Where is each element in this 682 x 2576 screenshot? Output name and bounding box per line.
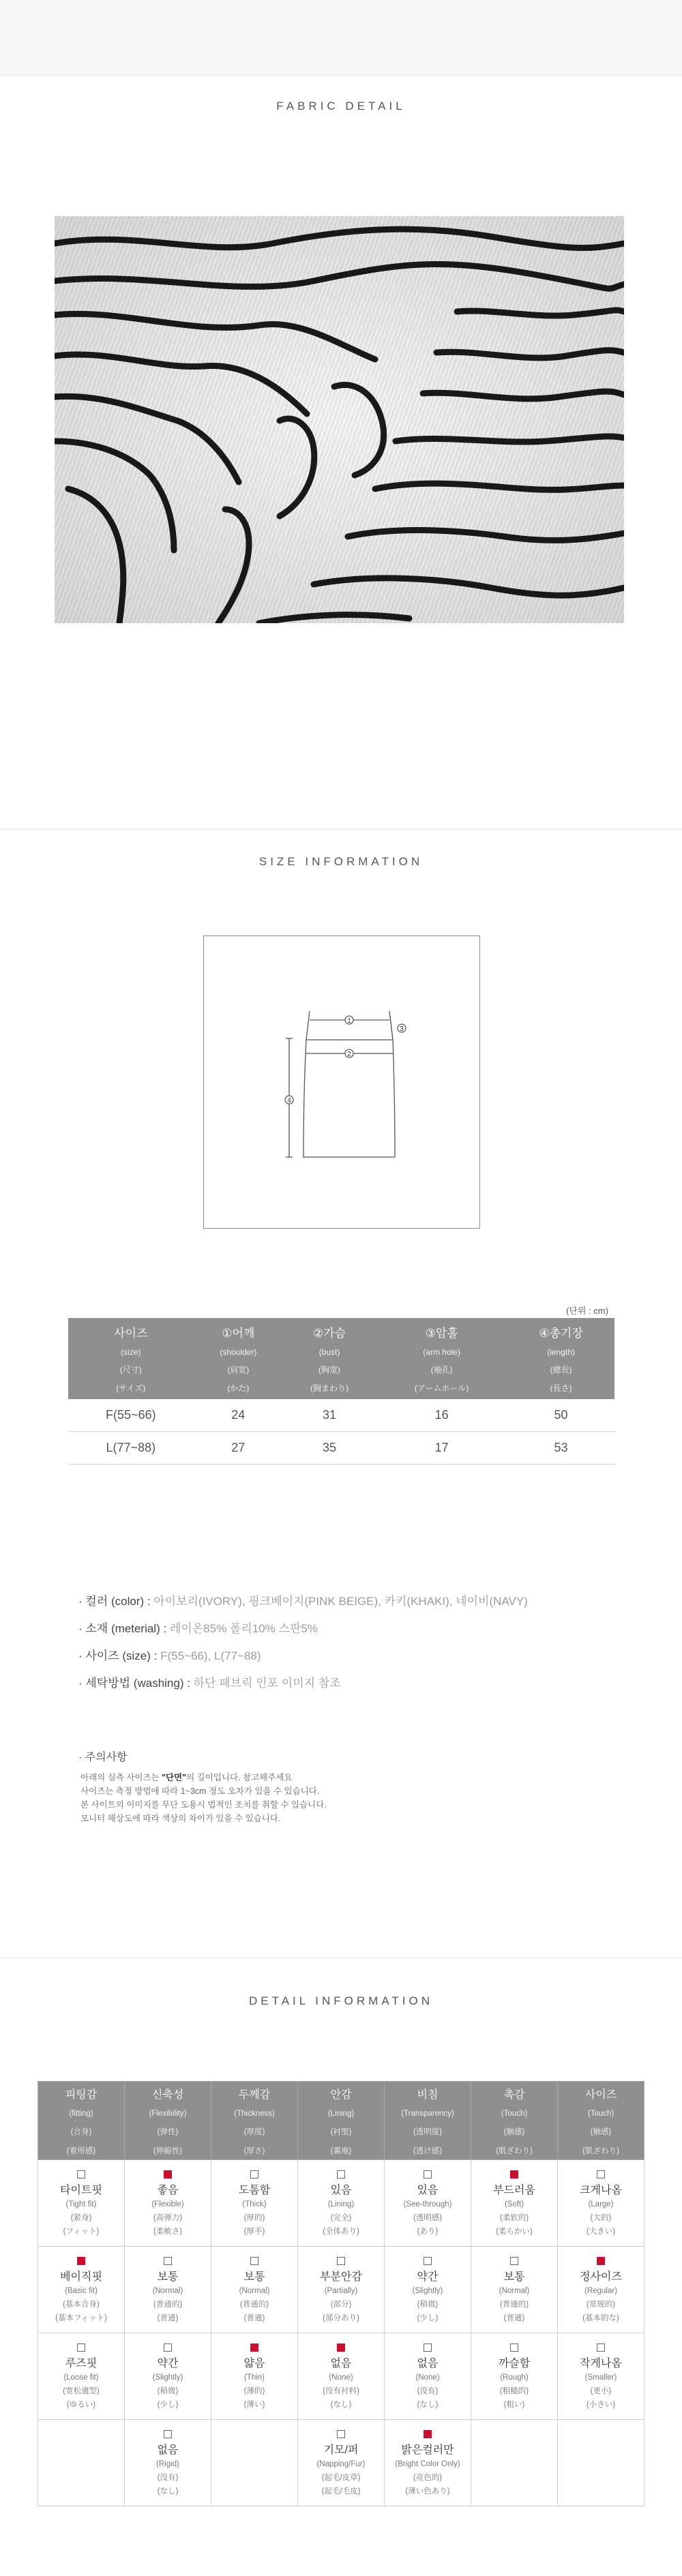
option-label: 밝은컬러만 bbox=[401, 2444, 454, 2456]
size-header-length: ④총기장 (length) (總長) (長さ) bbox=[507, 1318, 614, 1399]
option-label: (小さい) bbox=[586, 2400, 616, 2409]
option-label: (宽松適型) bbox=[63, 2386, 100, 2395]
size-cell: 31 bbox=[283, 1399, 376, 1432]
option-label: 얇음 bbox=[243, 2357, 265, 2369]
detail-cell bbox=[211, 2420, 298, 2506]
table-row bbox=[68, 1432, 614, 1465]
detail-cell bbox=[298, 2420, 385, 2506]
option-label: (常规的) bbox=[586, 2300, 616, 2309]
option-label: 보통 bbox=[157, 2271, 179, 2283]
option-label: (大きい) bbox=[586, 2227, 616, 2236]
unchecked-box-icon bbox=[164, 2343, 172, 2352]
option-label: (Normal) bbox=[239, 2286, 270, 2295]
unchecked-box-icon bbox=[424, 2257, 432, 2265]
option-label: (基本フィット) bbox=[55, 2313, 107, 2322]
detail-cell bbox=[125, 2333, 211, 2420]
size-header-armhole: ③암홀 (arm hole) (袖孔) (アームホール) bbox=[376, 1318, 507, 1399]
unchecked-box-icon bbox=[424, 2343, 432, 2352]
option-label: (None) bbox=[415, 2373, 440, 2382]
option-label: (部分あり) bbox=[323, 2313, 359, 2322]
unchecked-box-icon bbox=[337, 2430, 345, 2438]
option-label: (Slightly) bbox=[412, 2286, 443, 2295]
detail-header: 비침 (Transparency) (透明度) (透け感) bbox=[385, 2082, 471, 2160]
option-label: (Bright Color Only) bbox=[395, 2459, 460, 2468]
checked-box-icon bbox=[337, 2343, 345, 2352]
detail-cell bbox=[471, 2247, 558, 2333]
unchecked-box-icon bbox=[164, 2430, 172, 2438]
option-label: (Normal) bbox=[499, 2286, 530, 2295]
top-divider bbox=[0, 75, 682, 76]
option-label: (Basic fit) bbox=[65, 2286, 98, 2295]
option-label: (基本合身) bbox=[63, 2300, 100, 2309]
size-table bbox=[68, 1318, 614, 1465]
table-row bbox=[38, 2160, 644, 2247]
option-label: (普通的) bbox=[153, 2300, 183, 2309]
unchecked-box-icon bbox=[77, 2343, 85, 2352]
option-label: (粗糙的) bbox=[499, 2386, 529, 2395]
checked-box-icon bbox=[510, 2170, 518, 2178]
option-label: (没有) bbox=[157, 2473, 179, 2482]
option-label: (Slightly) bbox=[152, 2373, 183, 2382]
option-label: (粗い) bbox=[503, 2400, 525, 2409]
checked-box-icon bbox=[77, 2257, 85, 2265]
option-label: (See-through) bbox=[403, 2200, 452, 2208]
option-label: 타이트핏 bbox=[60, 2184, 102, 2196]
option-label: (起毛/皮草) bbox=[321, 2473, 361, 2482]
detail-cell bbox=[471, 2420, 558, 2506]
option-label: (更小) bbox=[590, 2386, 612, 2395]
option-label: (Rigid) bbox=[156, 2459, 179, 2468]
option-label: (薄い) bbox=[243, 2400, 265, 2409]
detail-cell bbox=[558, 2247, 644, 2333]
option-label: 작게나옴 bbox=[580, 2357, 622, 2369]
info-size: · 사이즈 (size) : F(55~66), L(77~88) bbox=[78, 1649, 261, 1662]
option-label: (全体あり) bbox=[323, 2227, 359, 2236]
detail-header: 사이즈 (Touch) (触感) (肌ざわり) bbox=[558, 2082, 644, 2160]
option-label: (Lining) bbox=[327, 2200, 355, 2208]
option-label: (薄的) bbox=[243, 2386, 265, 2395]
option-label: (柔軟さ) bbox=[153, 2227, 183, 2236]
option-label: (厚手) bbox=[243, 2227, 265, 2236]
detail-cell bbox=[211, 2160, 298, 2247]
option-label: (基本的な) bbox=[582, 2313, 619, 2322]
unchecked-box-icon bbox=[337, 2170, 345, 2178]
info-material: · 소재 (meterial) : 레이온85% 폴리10% 스판5% bbox=[78, 1622, 318, 1635]
size-cell: 50 bbox=[507, 1399, 614, 1432]
fabric-photo bbox=[55, 216, 624, 623]
option-label: 없음 bbox=[157, 2444, 179, 2456]
detail-cell bbox=[298, 2160, 385, 2247]
unchecked-box-icon bbox=[250, 2170, 258, 2178]
option-label: (起毛/毛皮) bbox=[321, 2487, 361, 2496]
size-header-bust: ②가슴 (bust) (胸宽) (胸まわり) bbox=[283, 1318, 376, 1399]
option-label: (大的) bbox=[590, 2213, 612, 2222]
option-label: 정사이즈 bbox=[580, 2271, 622, 2283]
detail-cell bbox=[558, 2333, 644, 2420]
unchecked-box-icon bbox=[164, 2257, 172, 2265]
detail-header: 신축성 (Flexibility) (弹性) (伸縮性) bbox=[125, 2082, 211, 2160]
option-label: (亮色的) bbox=[413, 2473, 443, 2482]
detail-header: 안감 (Lining) (衬里) (裏地) bbox=[298, 2082, 385, 2160]
option-label: (Rough) bbox=[500, 2373, 529, 2382]
size-cell: 24 bbox=[194, 1399, 283, 1432]
size-header-size: 사이즈 (size) (尺寸) (サイズ) bbox=[68, 1318, 194, 1399]
option-label: (Normal) bbox=[152, 2286, 183, 2295]
option-label: 약간 bbox=[157, 2357, 179, 2369]
size-cell: 27 bbox=[194, 1432, 283, 1465]
option-label: (Thick) bbox=[242, 2200, 267, 2208]
diagram-marker-1: 1 bbox=[347, 1017, 351, 1025]
option-label: 없음 bbox=[417, 2357, 439, 2369]
option-label: (Tight fit) bbox=[65, 2200, 97, 2208]
diagram-marker-2: 2 bbox=[347, 1051, 351, 1058]
detail-cell bbox=[385, 2420, 471, 2506]
size-cell: 16 bbox=[376, 1399, 507, 1432]
option-label: (Smaller) bbox=[584, 2373, 617, 2382]
option-label: 루즈핏 bbox=[65, 2357, 98, 2369]
option-label: 보통 bbox=[503, 2271, 525, 2283]
option-label: (普通的) bbox=[499, 2300, 529, 2309]
option-label: (完全) bbox=[330, 2213, 352, 2222]
size-band bbox=[0, 829, 682, 830]
unchecked-box-icon bbox=[510, 2257, 518, 2265]
option-label: (普通) bbox=[503, 2313, 525, 2322]
unchecked-box-icon bbox=[250, 2257, 258, 2265]
option-label: (没有衬料) bbox=[323, 2386, 359, 2395]
option-label: 약간 bbox=[417, 2271, 439, 2283]
option-label: (稍微) bbox=[417, 2300, 439, 2309]
detail-cell bbox=[471, 2333, 558, 2420]
option-label: (少し) bbox=[417, 2313, 439, 2322]
option-label: 좋음 bbox=[157, 2184, 179, 2196]
size-header-shoulder: ①어깨 (shoulder) (肩宽) (かた) bbox=[194, 1318, 283, 1399]
option-label: (Regular) bbox=[584, 2286, 617, 2295]
option-label: 부분안감 bbox=[320, 2271, 362, 2283]
size-information-title: SIZE INFORMATION bbox=[258, 855, 424, 868]
option-label: (Thin) bbox=[243, 2373, 265, 2382]
option-label: (稍微) bbox=[157, 2386, 179, 2395]
checked-box-icon bbox=[250, 2343, 258, 2352]
option-label: (柔らかい) bbox=[496, 2227, 533, 2236]
option-label: (なし) bbox=[417, 2400, 439, 2409]
table-row bbox=[38, 2247, 644, 2333]
unchecked-box-icon bbox=[77, 2170, 85, 2178]
option-label: (没有) bbox=[417, 2386, 439, 2395]
table-row bbox=[38, 2420, 644, 2506]
option-label: (Napping/Fur) bbox=[316, 2459, 366, 2468]
checked-box-icon bbox=[597, 2257, 605, 2265]
detail-cell bbox=[125, 2160, 211, 2247]
detail-header: 촉감 (Touch) (触感) (肌ざわり) bbox=[471, 2082, 558, 2160]
detail-cell bbox=[558, 2160, 644, 2247]
notice-title: · 주의사항 bbox=[78, 1752, 128, 1763]
detail-cell bbox=[211, 2333, 298, 2420]
checked-box-icon bbox=[424, 2430, 432, 2438]
option-label: (普通) bbox=[243, 2313, 265, 2322]
option-label: 도톰함 bbox=[238, 2184, 271, 2196]
option-label: (None) bbox=[329, 2373, 353, 2382]
option-label: (厚的) bbox=[243, 2213, 265, 2222]
size-cell: 53 bbox=[507, 1432, 614, 1465]
size-cell: F(55~66) bbox=[68, 1399, 194, 1432]
option-label: (少し) bbox=[157, 2400, 179, 2409]
detail-cell bbox=[125, 2420, 211, 2506]
unchecked-box-icon bbox=[337, 2257, 345, 2265]
detail-cell bbox=[385, 2333, 471, 2420]
top-band bbox=[0, 0, 682, 75]
option-label: 있음 bbox=[330, 2184, 352, 2196]
option-label: 없음 bbox=[330, 2357, 352, 2369]
info-washing: · 세탁방법 (washing) : 하단 패브릭 인포 이미지 참조 bbox=[78, 1677, 341, 1690]
detail-cell bbox=[211, 2247, 298, 2333]
unit-label: (단위 : cm) bbox=[566, 1306, 608, 1316]
option-label: (部分) bbox=[330, 2300, 352, 2309]
table-row bbox=[68, 1399, 614, 1432]
option-label: 부드러움 bbox=[493, 2184, 535, 2196]
detail-cell bbox=[38, 2420, 125, 2506]
detail-header: 두께감 (Thickness) (厚度) (厚さ) bbox=[211, 2082, 298, 2160]
option-label: 까슬함 bbox=[498, 2357, 531, 2369]
option-label: (Flexible) bbox=[151, 2200, 184, 2208]
option-label: 기모/퍼 bbox=[323, 2444, 359, 2456]
detail-cell bbox=[385, 2247, 471, 2333]
info-color: · 컬러 (color) : 아이보리(IVORY), 핑크베이지(PINK BEIGE), 카키(KHAKI), 네이비(NAVY) bbox=[78, 1595, 528, 1608]
detail-cell bbox=[38, 2247, 125, 2333]
unchecked-box-icon bbox=[597, 2170, 605, 2178]
option-label: (高弹力) bbox=[153, 2213, 183, 2222]
size-diagram bbox=[203, 935, 480, 1229]
option-label: 베이직핏 bbox=[60, 2271, 102, 2283]
detail-cell bbox=[38, 2333, 125, 2420]
unchecked-box-icon bbox=[510, 2343, 518, 2352]
size-cell: L(77~88) bbox=[68, 1432, 194, 1465]
detail-cell bbox=[471, 2160, 558, 2247]
detail-cell bbox=[558, 2420, 644, 2506]
option-label: (柔软的) bbox=[499, 2213, 529, 2222]
option-label: (ゆるい) bbox=[66, 2400, 96, 2409]
detail-cell bbox=[125, 2247, 211, 2333]
option-label: 크게나옴 bbox=[580, 2184, 622, 2196]
option-label: (フィット) bbox=[63, 2227, 100, 2236]
detail-cell bbox=[38, 2160, 125, 2247]
option-label: (Large) bbox=[588, 2200, 614, 2208]
unchecked-box-icon bbox=[424, 2170, 432, 2178]
option-label: (薄い色あり) bbox=[405, 2487, 450, 2496]
detail-cell bbox=[298, 2247, 385, 2333]
option-label: (Partially) bbox=[324, 2286, 358, 2295]
detail-header: 피팅감 (fitting) (合身) (着用感) bbox=[38, 2082, 125, 2160]
diagram-marker-4: 4 bbox=[287, 1097, 291, 1105]
option-label: 있음 bbox=[417, 2184, 439, 2196]
detail-cell bbox=[298, 2333, 385, 2420]
option-label: 보통 bbox=[243, 2271, 265, 2283]
detail-table bbox=[38, 2081, 644, 2506]
size-cell: 35 bbox=[283, 1432, 376, 1465]
option-label: (普通) bbox=[157, 2313, 179, 2322]
option-label: (普通的) bbox=[239, 2300, 269, 2309]
option-label: (Soft) bbox=[504, 2200, 524, 2208]
option-label: (なし) bbox=[157, 2487, 179, 2496]
unchecked-box-icon bbox=[597, 2343, 605, 2352]
option-label: (なし) bbox=[330, 2400, 352, 2409]
detail-information-title: DETAIL INFORMATION bbox=[248, 1994, 434, 2007]
option-label: (Loose fit) bbox=[63, 2373, 99, 2382]
notice-text: 아래의 실측 사이즈는 "단면"의 길이입니다. 참고해주세요 사이즈는 측정 방법에 따라 1~3cm 정도 오차가 있을 수 있습니다. 본 사이트의 이미지를 무단 도용시 법적인 조치를 취할 수 있습니다. 모니터 해상도에 따라 색상의 차이가 있을 수 있습니다. bbox=[80, 1773, 327, 1823]
diagram-marker-3: 3 bbox=[400, 1025, 404, 1033]
option-label: (紧身) bbox=[70, 2213, 92, 2222]
size-cell: 17 bbox=[376, 1432, 507, 1465]
table-row bbox=[38, 2333, 644, 2420]
option-label: (あり) bbox=[417, 2227, 439, 2236]
option-label: (透明感) bbox=[413, 2213, 443, 2222]
detail-cell bbox=[385, 2160, 471, 2247]
checked-box-icon bbox=[164, 2170, 172, 2178]
fabric-detail-title: FABRIC DETAIL bbox=[276, 100, 406, 113]
